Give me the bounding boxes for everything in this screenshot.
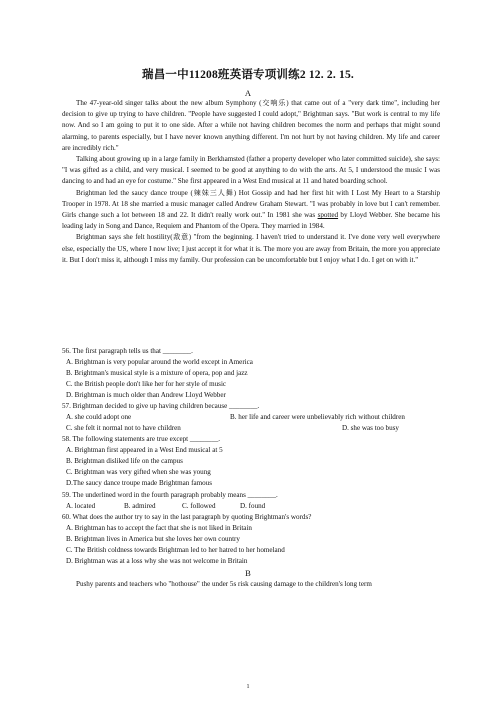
question-59-options xyxy=(62,501,442,512)
paragraph-3-text: Brightman led the saucy dance troupe (辣妹三人舞) Hot Gossip and had her first hit with I Lost My Heart to a Starship Trooper in 1978. At 18 she married a music manager called Andrew Graham Stewart. "I was probably in love but I can't remember. Girls change such a lot between 18 and 22. It didn't really work out." In 1981 she was xyxy=(62,188,440,220)
question-60 xyxy=(62,512,442,567)
question-56-option-c: C. the British people don't like her for her style of music xyxy=(66,380,227,388)
question-57 xyxy=(62,401,442,434)
question-58-option-d: D.The saucy dance troupe made Brightman famous xyxy=(66,479,212,487)
question-56 xyxy=(62,346,442,401)
passage-a-paragraph-3 xyxy=(62,188,440,233)
question-56-option-d: D. Brightman is much older than Andrew Lloyd Webber xyxy=(66,391,226,399)
question-57-option-d: D. she was too busy xyxy=(342,424,399,432)
question-59-option-d: D. found xyxy=(240,502,266,510)
passage-a-paragraph-4: Brightman says she felt hostility(敌意) "from the beginning. I haven't tried to understand it. I've done very well everywhere else, especially the US, where I now live; I just accept it for what it is. The more you are away from Britain, the more you appreciate it. But I don't miss it, although I miss my family. Our profession can be uncomfortable but I enjoy what I do. I get on with it." xyxy=(62,233,440,264)
question-56-stem: 56. The first paragraph tells us that ________. xyxy=(62,347,193,355)
question-57-option-a: A. she could adopt one xyxy=(66,413,132,421)
question-59-option-c: C. followed xyxy=(182,502,216,510)
question-60-option-a: A. Brightman has to accept the fact that she is not liked in Britain xyxy=(66,524,252,532)
question-59 xyxy=(62,490,442,512)
passage-a-paragraph-2: Talking about growing up in a large family in Berkhamsted (father a property developer who later committed suicide), she says: "I was gifted as a child, and very musical. I seemed to be good at anything to do with the arts. At 5, I understood the music I was dancing to and had an eye for costume." She first appeared in a West End musical at 11 and hated boarding school. xyxy=(62,155,440,186)
question-58-option-b: B. Brightman disliked life on the campus xyxy=(66,457,183,465)
question-57-row-1 xyxy=(62,412,442,423)
page-number: 1 xyxy=(246,684,250,690)
question-57-option-c: C. she felt it normal not to have children xyxy=(66,424,181,432)
passage-b-paragraph-1: Pushy parents and teachers who "hothouse" the under 5s risk causing damage to the children's long term xyxy=(76,580,372,588)
passage-a-paragraph-1: The 47-year-old singer talks about the new album Symphony (交响乐) that came out of a "very dark time", including her decision to give up trying to have children. "People have suggested I could adopt," Brightman says. "But work is central to my life now. And so I am going to put it to one side. After a while not having children becomes the norm and perhaps that might sound alarming, to parents especially, but I have never known anything different. I'm not hurt by not having children. My life and career are incredibly rich." xyxy=(62,99,440,152)
section-b-label: B xyxy=(245,568,251,578)
question-58-stem: 58. The following statements are true except ________. xyxy=(62,435,221,443)
question-58-option-c: C. Brightman was very gifted when she was young xyxy=(66,468,211,476)
question-59-option-b: B. admired xyxy=(124,502,156,510)
question-60-option-d: D. Brightman was at a loss why she was not welcome in Britain xyxy=(66,557,248,565)
question-60-option-b: B. Brightman lives in America but she loves her own country xyxy=(66,535,240,543)
underlined-word: spotted xyxy=(317,211,339,220)
paragraph-3-text-rest: by Lloyd Webber. She became his leading lady in Song and Dance, Requiem and Phantom of the Opera. They married in 1984. xyxy=(62,211,440,231)
question-56-option-b: B. Brightman's musical style is a mixture of opera, pop and jazz xyxy=(66,369,248,377)
question-57-stem: 57. Brightman decided to give up having children because ________. xyxy=(62,402,260,410)
page-title: 瑞昌一中11208班英语专项训练2 12. 2. 15. xyxy=(142,69,354,81)
question-59-option-a: A. located xyxy=(66,502,96,510)
question-59-stem: 59. The underlined word in the fourth paragraph probably means ________. xyxy=(62,491,278,499)
question-56-option-a: A. Brightman is very popular around the world except in America xyxy=(66,358,253,366)
passage-a xyxy=(62,98,440,266)
question-58-option-a: A. Brightman first appeared in a West End musical at 5 xyxy=(66,446,223,454)
passage-b xyxy=(62,579,440,590)
question-60-stem: 60. What does the author try to say in the last paragraph by quoting Brightman's words? xyxy=(62,513,312,521)
question-57-option-b: B. her life and career were unbelievably rich without children xyxy=(230,413,405,421)
section-a-label: A xyxy=(244,88,252,98)
question-58 xyxy=(62,434,442,489)
question-60-option-c: C. The British coldness towards Brightman led to her hatred to her homeland xyxy=(66,546,285,554)
question-57-row-2 xyxy=(62,423,442,434)
